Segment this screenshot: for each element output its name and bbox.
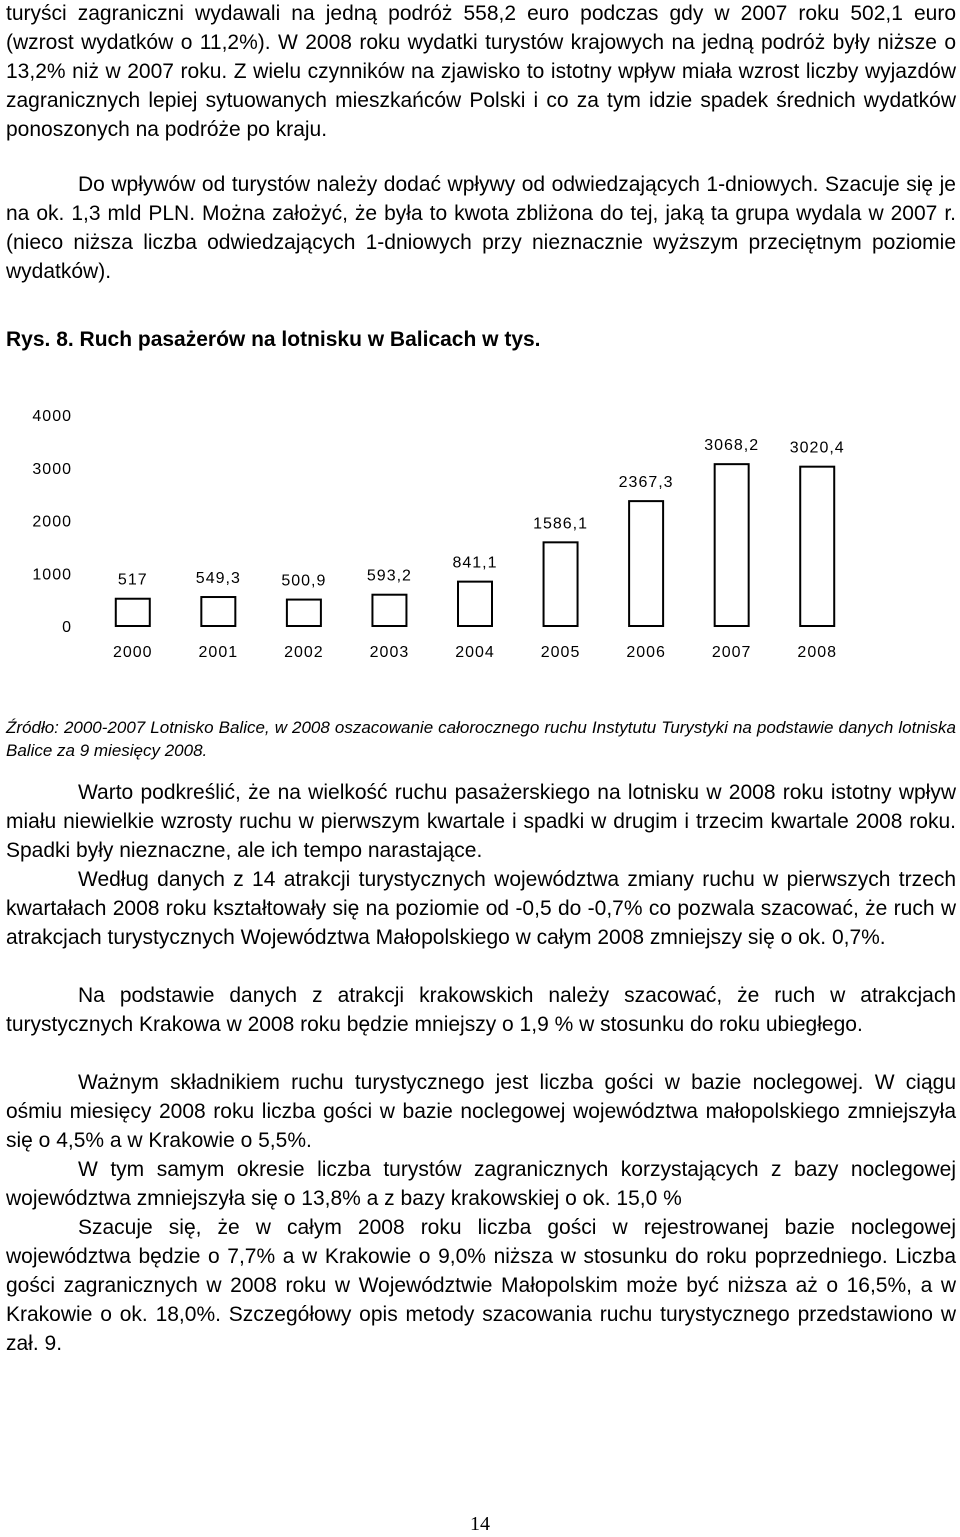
bar-value-label: 500,9 — [281, 572, 327, 590]
bar — [629, 501, 663, 626]
bar-value-label: 841,1 — [452, 554, 498, 572]
bar-value-label: 1586,1 — [533, 515, 589, 533]
y-tick-label: 3000 — [32, 460, 72, 478]
passenger-bar-chart — [0, 390, 960, 680]
figure-source: Źródło: 2000-2007 Lotnisko Balice, w 2008 oszacowanie całorocznego ruchu Instytutu Turystyki na podstawie danych lotniska Balice za 9 miesięcy 2008. — [6, 718, 956, 760]
intro-paragraph-1: turyści zagraniczni wydawali na jedną podróż 558,2 euro podczas gdy w 2007 roku 502,1 euro (wzrost wydatków o 11,2%). W 2008 roku wydatki turystów krajowych na jedną podróż były niższe o 13,2% niż w 2007 roku. Z wielu czynników na zjawisko to istotny wpływ miała wzrost liczby wyjazdów zagranicznych lepiej sytuowanych mieszkańców Polski i co za tym idzie spadek średnich wydatków ponoszonych na podróże po kraju. — [6, 2, 956, 141]
x-category-label: 2004 — [455, 644, 495, 661]
figure-caption: Rys. 8. Ruch pasażerów na lotnisku w Balicach w tys. — [6, 328, 541, 351]
intro-paragraph-2: Do wpływów od turystów należy dodać wpływy od odwiedzających 1-dniowych. Szacuje się je na ok. 1,3 mld PLN. Można założyć, że była to kwota zbliżona do tej, jaką ta grupa wydala w 2007 r. (nieco niższa liczba odwiedzających 1-dniowych przy nieznacznie wyższym przeciętnym poziomie wydatków). — [6, 173, 956, 283]
bar-value-label: 3020,4 — [789, 439, 845, 457]
bar — [201, 597, 235, 626]
bar — [116, 599, 150, 626]
bar-value-label: 593,2 — [366, 567, 412, 585]
bar-value-label: 3068,2 — [704, 437, 760, 455]
bar-value-label: 2367,3 — [618, 474, 674, 492]
body-paragraph-1: Warto podkreślić, że na wielkość ruchu pasażerskiego na lotnisku w 2008 roku istotny wpływ miału niewielkie wzrosty ruchu w pierwszym kwartale i spadki w drugim i trzecim kwartale 2008 roku. Spadki były nieznaczne, ale ich tempo narastające. — [6, 781, 956, 862]
x-category-label: 2007 — [711, 644, 752, 661]
bar — [458, 582, 492, 626]
page-number: 14 — [470, 1513, 490, 1535]
x-category-label: 2000 — [112, 644, 153, 661]
body-paragraph-2: Według danych z 14 atrakcji turystycznych województwa zmiany ruchu w pierwszych trzech kwartałach 2008 roku kształtowały się na poziomie od -0,5 do -0,7% co pozwala szacować, że ruch w atrakcjach turystycznych Województwa Małopolskiego w całym 2008 zmniejszy się o ok. 0,7%. — [6, 868, 956, 949]
bar — [544, 542, 578, 626]
x-category-label: 2006 — [626, 644, 666, 661]
x-category-label: 2005 — [540, 644, 581, 661]
bar — [800, 467, 834, 626]
bar — [715, 464, 749, 626]
y-tick-label: 4000 — [32, 408, 72, 425]
y-tick-label: 2000 — [32, 513, 72, 531]
bar-value-label: 517 — [117, 571, 148, 589]
body-paragraph-6: Szacuje się, że w całym 2008 roku liczba gości w rejestrowanej bazie noclegowej województwa będzie o 7,7% a w Krakowie o 9,0% niższa w stosunku do roku poprzedniego. Liczba gości zagranicznych w 2008 roku w Województwie Małopolskim może być niższa aż o 16,5%, a w Krakowie o ok. 18,0%. Szczegółowy opis metody szacowania ruchu turystycznego przedstawiono w zał. 9. — [6, 1216, 956, 1355]
x-category-label: 2002 — [284, 644, 324, 661]
y-tick-label: 0 — [62, 619, 72, 636]
x-category-label: 2008 — [797, 644, 838, 661]
bar — [287, 600, 321, 626]
body-paragraph-4: Ważnym składnikiem ruchu turystycznego jest liczba gości w bazie noclegowej. W ciągu ośmiu miesięcy 2008 roku liczba gości w bazie noclegowej województwa małopolskiego zmniejszyła się o 4,5% a w Krakowie o 5,5%. — [6, 1071, 956, 1152]
bar — [372, 595, 406, 626]
x-category-label: 2001 — [198, 644, 239, 661]
bar-value-label: 549,3 — [195, 570, 241, 588]
y-tick-label: 1000 — [32, 566, 72, 584]
body-paragraph-3: Na podstawie danych z atrakcji krakowskich należy szacować, że ruch w atrakcjach turystycznych Krakowa w 2008 roku będzie mniejszy o 1,9 % w stosunku do roku ubiegłego. — [6, 984, 956, 1036]
x-category-label: 2003 — [369, 644, 410, 661]
body-paragraph-5: W tym samym okresie liczba turystów zagranicznych korzystających z bazy noclegowej województwa zmniejszyła się o 13,8% a z bazy krakowskiej o ok. 15,0 % — [6, 1158, 956, 1210]
